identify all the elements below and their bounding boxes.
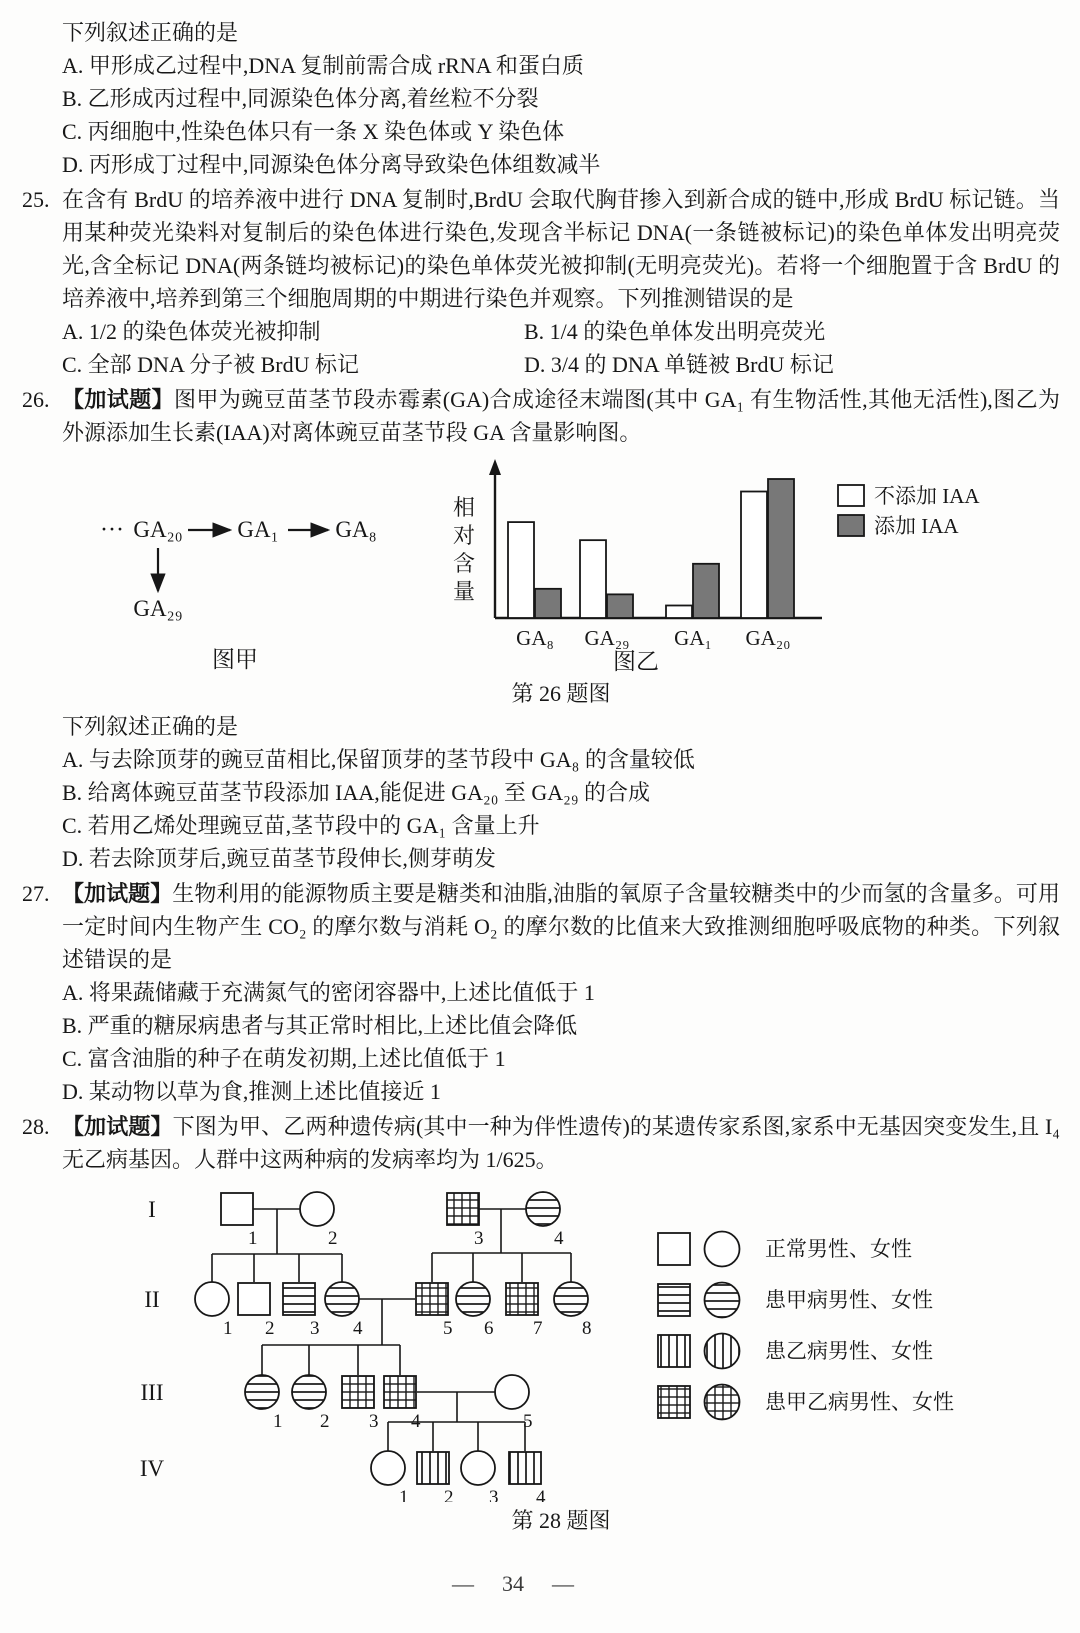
pedigree-member-III-5 [495, 1375, 529, 1409]
legend-swatch-iaa [838, 515, 864, 536]
question-26-option-c: C. 若用乙烯处理豌豆苗,茎节段中的 GA₁ 含量上升 [62, 813, 540, 838]
pedigree-member-number-IV-3: 3 [489, 1487, 499, 1502]
question-26-option-b: B. 给离体豌豆苗茎节段添加 IAA,能促进 GA₂₀ 至 GA₂₉ 的合成 [62, 780, 651, 805]
legend-label: 患甲乙病男性、女性 [765, 1390, 954, 1414]
pedigree-member-IV-3 [461, 1451, 495, 1485]
pedigree-member-II-4 [325, 1282, 359, 1316]
question-25-option-b: B. 1/4 的染色单体发出明亮荧光 [524, 319, 826, 344]
pedigree-member-number-II-6: 6 [484, 1318, 494, 1339]
pedigree-legend-row [657, 1383, 954, 1421]
pathway-node-ga8: GA₈ [335, 517, 377, 542]
pedigree-member-number-II-4: 4 [353, 1318, 363, 1339]
question-28-number: 28. [22, 1114, 50, 1139]
pedigree-member-number-II-8: 8 [582, 1318, 592, 1339]
legend-label-iaa: 添加 IAA [874, 514, 959, 538]
pedigree-legend [657, 1230, 954, 1434]
question-26 [22, 383, 1060, 875]
pedigree-chart [130, 1180, 730, 1502]
pedigree-member-number-III-4: 4 [411, 1411, 421, 1432]
figure-26-caption: 第 26 题图 [511, 681, 611, 706]
question-28-stem [62, 1110, 1060, 1176]
pedigree-member-IV-2 [417, 1452, 449, 1484]
ga-content-bar-chart [440, 453, 1058, 675]
generation-label-IV: IV [139, 1456, 165, 1481]
question-27 [22, 877, 1060, 1108]
pedigree-member-number-I-2: 2 [328, 1228, 338, 1249]
generation-label-I: I [148, 1197, 156, 1222]
pedigree-member-II-2 [238, 1283, 270, 1315]
pedigree-member-number-IV-2: 2 [444, 1487, 454, 1502]
pathway-node-ga20: GA₂₀ [133, 517, 183, 542]
legend-female-symbol [703, 1281, 741, 1319]
pedigree-legend-row [657, 1332, 954, 1370]
question-26-stem-text: 图甲为豌豆苗茎节段赤霉素(GA)合成途径末端图(其中 GA₁ 有生物活性,其他无活性),图乙为外源添加生长素(IAA)对离体豌豆苗茎节段 GA 含量影响图。 [62, 387, 1060, 445]
x-tick-label: GA₈ [516, 626, 554, 650]
question-25 [22, 183, 1060, 381]
legend-label: 患乙病男性、女性 [765, 1339, 933, 1363]
legend-male-symbol [657, 1334, 691, 1368]
pedigree-member-III-4 [384, 1376, 416, 1408]
legend-male-symbol [657, 1385, 691, 1419]
pre-question-block [62, 16, 1060, 181]
x-tick-label: GA₂₉ [584, 626, 630, 650]
question-28 [22, 1110, 1060, 1537]
pedigree-member-I-2 [300, 1192, 334, 1226]
question-28-figure [62, 1180, 1060, 1504]
question-26-stem [62, 383, 1060, 449]
pathway-ellipsis: ··· [100, 517, 124, 543]
generation-label-III: III [140, 1380, 164, 1405]
bar-iaa-3 [693, 564, 719, 618]
y-axis-label-char: 含 [452, 551, 476, 576]
figure-28-caption: 第 28 题图 [511, 1508, 611, 1533]
question-27-option-a: A. 将果蔬储藏于充满氮气的密闭容器中,上述比值低于 1 [62, 980, 595, 1005]
legend-female-symbol [703, 1230, 741, 1268]
pedigree-member-number-III-2: 2 [320, 1411, 330, 1432]
y-axis-label-char: 对 [452, 523, 476, 548]
question-28-tag: 【加试题】 [62, 1114, 173, 1139]
pedigree-member-number-II-2: 2 [265, 1318, 275, 1339]
pedigree-member-II-6 [456, 1282, 490, 1316]
pedigree-member-IV-4 [509, 1452, 541, 1484]
pedigree-member-II-8 [554, 1282, 588, 1316]
pre-question-stem: 下列叙述正确的是 [62, 20, 239, 45]
pedigree-member-number-II-1: 1 [223, 1318, 233, 1339]
pedigree-member-I-3 [447, 1193, 479, 1225]
pedigree-member-number-II-5: 5 [443, 1318, 453, 1339]
pedigree-member-I-4 [526, 1192, 560, 1226]
footer-left-dash: — [452, 1571, 474, 1596]
y-axis-label-char: 相 [452, 495, 476, 520]
question-26-tag: 【加试题】 [62, 387, 174, 412]
bar-iaa-4 [768, 479, 794, 618]
pathway-node-ga29: GA₂₉ [133, 596, 183, 621]
pedigree-legend-row [657, 1230, 954, 1268]
question-27-option-b: B. 严重的糖尿病患者与其正常时相比,上述比值会降低 [62, 1013, 578, 1038]
bar-no-iaa-3 [666, 605, 692, 618]
pedigree-member-III-2 [292, 1375, 326, 1409]
question-25-stem: 在含有 BrdU 的培养液中进行 DNA 复制时,BrdU 会取代胸苷掺入到新合成的链中,形成 BrdU 标记链。当用某种荧光染料对复制后的染色体进行染色,发现含半标记 DNA(一条链被标记)的染色单体发出明亮荧光,含全标记 DNA(两条链均被标记)的染色单体荧光被抑制(无明亮荧光)。若将一个细胞置于含 BrdU 的培养液中,培养到第三个细胞周期的中期进行染色并观察。下列推测错误的是 [62, 187, 1060, 311]
pedigree-member-number-II-3: 3 [310, 1318, 320, 1339]
pedigree-member-III-1 [245, 1375, 279, 1409]
question-27-stem [62, 877, 1060, 976]
pathway-node-ga1: GA₁ [237, 517, 279, 542]
pedigree-member-number-III-1: 1 [273, 1411, 283, 1432]
question-27-stem-text: 生物利用的能源物质主要是糖类和油脂,油脂的氧原子含量较糖类中的少而氢的含量多。可用一定时间内生物产生 CO₂ 的摩尔数与消耗 O₂ 的摩尔数的比值来大致推测细胞呼吸底物的种类。下列叙述错误的是 [62, 881, 1060, 972]
pedigree-member-I-1 [221, 1193, 253, 1225]
pedigree-legend-row [657, 1281, 954, 1319]
question-26-option-a: A. 与去除顶芽的豌豆苗相比,保留顶芽的茎节段中 GA₈ 的含量较低 [62, 747, 695, 772]
pedigree-member-II-7 [506, 1283, 538, 1315]
question-26-number: 26. [22, 387, 50, 412]
legend-female-symbol [703, 1332, 741, 1370]
question-27-option-c: C. 富含油脂的种子在萌发初期,上述比值低于 1 [62, 1046, 506, 1071]
pre-question-option-c: C. 丙细胞中,性染色体只有一条 X 染色体或 Y 染色体 [62, 119, 565, 144]
question-26-figure [62, 453, 1060, 677]
pedigree-member-number-I-3: 3 [474, 1228, 484, 1249]
pedigree-member-number-III-5: 5 [523, 1411, 533, 1432]
legend-male-symbol [657, 1283, 691, 1317]
question-27-number: 27. [22, 881, 50, 906]
pedigree-member-number-I-4: 4 [554, 1228, 564, 1249]
question-26-stem2: 下列叙述正确的是 [62, 714, 239, 739]
question-25-option-c: C. 全部 DNA 分子被 BrdU 标记 [62, 352, 360, 377]
page-number: 34 [502, 1571, 524, 1596]
pedigree-member-II-5 [416, 1283, 448, 1315]
question-28-stem-text: 下图为甲、乙两种遗传病(其中一种为伴性遗传)的某遗传家系图,家系中无基因突变发生,且 I₄ 无乙病基因。人群中这两种病的发病率均为 1/625。 [62, 1114, 1060, 1172]
bar-no-iaa-4 [741, 492, 767, 618]
pedigree-member-number-IV-4: 4 [536, 1487, 546, 1502]
y-axis-arrow [489, 459, 501, 475]
bar-no-iaa-2 [580, 540, 606, 618]
pedigree-member-number-IV-1: 1 [399, 1487, 409, 1502]
pedigree-member-III-3 [342, 1376, 374, 1408]
x-tick-label: GA₂₀ [745, 626, 791, 650]
bar-no-iaa-1 [508, 522, 534, 618]
bar-iaa-1 [535, 589, 561, 618]
figure-jia-caption: 图甲 [212, 647, 258, 672]
x-tick-label: GA₁ [674, 626, 712, 650]
question-27-tag: 【加试题】 [62, 881, 173, 906]
question-25-options [62, 315, 1060, 381]
footer-right-dash: — [552, 1571, 574, 1596]
pre-question-option-a: A. 甲形成乙过程中,DNA 复制前需合成 rRNA 和蛋白质 [62, 53, 584, 78]
pre-question-option-d: D. 丙形成丁过程中,同源染色体分离导致染色体组数减半 [62, 152, 601, 177]
question-25-option-d: D. 3/4 的 DNA 单链被 BrdU 标记 [524, 352, 834, 377]
legend-swatch-no-iaa [838, 485, 864, 506]
pedigree-member-number-I-1: 1 [248, 1228, 258, 1249]
pedigree-member-number-III-3: 3 [369, 1411, 379, 1432]
legend-female-symbol [703, 1383, 741, 1421]
pedigree-member-II-3 [283, 1283, 315, 1315]
page-footer [0, 1567, 1032, 1600]
question-25-number: 25. [22, 187, 50, 212]
pedigree-member-IV-1 [371, 1451, 405, 1485]
legend-label: 正常男性、女性 [765, 1237, 912, 1261]
pedigree-member-II-1 [195, 1282, 229, 1316]
legend-label-no-iaa: 不添加 IAA [874, 484, 980, 508]
legend-male-symbol [657, 1232, 691, 1266]
pre-question-option-b: B. 乙形成丙过程中,同源染色体分离,着丝粒不分裂 [62, 86, 539, 111]
ga-pathway-diagram [90, 453, 440, 675]
figure-yi-caption: 图乙 [613, 649, 659, 674]
question-26-option-d: D. 若去除顶芽后,豌豆苗茎节段伸长,侧芽萌发 [62, 846, 496, 871]
pedigree-member-number-II-7: 7 [533, 1318, 543, 1339]
generation-label-II: II [144, 1287, 160, 1312]
question-27-option-d: D. 某动物以草为食,推测上述比值接近 1 [62, 1079, 441, 1104]
legend-label: 患甲病男性、女性 [765, 1288, 933, 1312]
bar-iaa-2 [607, 594, 633, 618]
question-25-option-a: A. 1/2 的染色体荧光被抑制 [62, 319, 321, 344]
y-axis-label-char: 量 [452, 579, 476, 604]
